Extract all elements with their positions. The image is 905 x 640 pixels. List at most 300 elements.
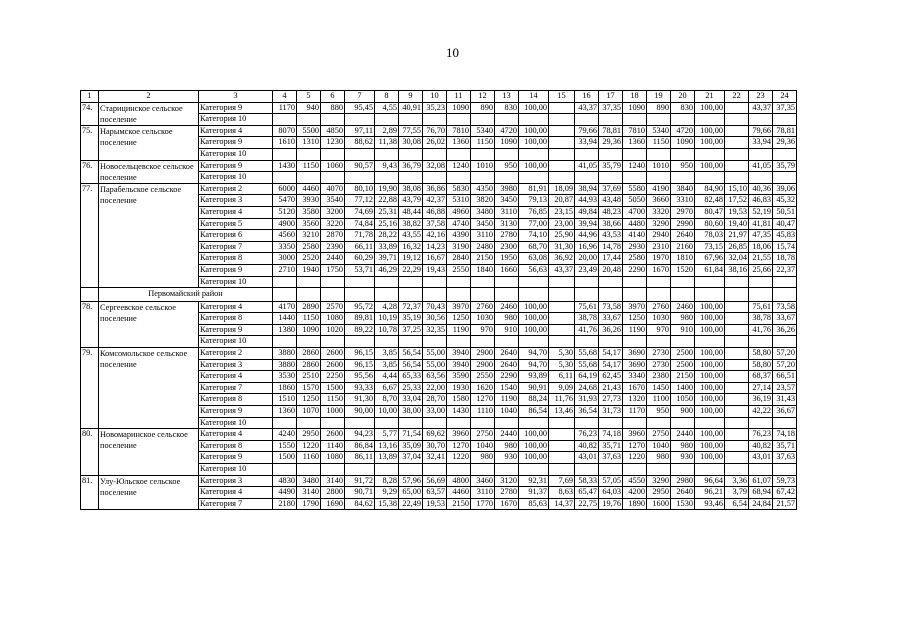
value-cell: [519, 417, 549, 429]
value-cell: 2860: [297, 359, 321, 371]
value-cell: 1510: [273, 394, 297, 406]
value-cell: [773, 336, 797, 348]
value-cell: 48,44: [399, 206, 423, 218]
value-cell: 45,83: [773, 230, 797, 242]
value-cell: 5470: [273, 195, 297, 207]
value-cell: 36,19: [749, 394, 773, 406]
value-cell: [375, 464, 399, 476]
table-cell: [297, 288, 321, 302]
value-cell: 950: [495, 160, 519, 172]
value-cell: [623, 417, 647, 429]
value-cell: 2290: [495, 371, 519, 383]
value-cell: 38,66: [599, 218, 623, 230]
column-header: 5: [297, 91, 321, 103]
value-cell: 4,44: [375, 371, 399, 383]
value-cell: 30,56: [423, 313, 447, 325]
category-cell: Категория 10: [199, 276, 273, 288]
value-cell: 43,48: [599, 195, 623, 207]
value-cell: 25,90: [549, 230, 575, 242]
category-cell: Категория 9: [199, 406, 273, 418]
value-cell: 1250: [297, 394, 321, 406]
value-cell: 11,76: [549, 394, 575, 406]
table-cell: [471, 288, 495, 302]
value-cell: [549, 276, 575, 288]
value-cell: 2890: [297, 301, 321, 313]
value-cell: 1010: [647, 160, 671, 172]
value-cell: 1790: [297, 498, 321, 510]
value-cell: 43,55: [399, 230, 423, 242]
value-cell: 32,35: [423, 324, 447, 336]
value-cell: [297, 114, 321, 126]
row-number: 77.: [81, 183, 99, 287]
value-cell: 10,78: [375, 324, 399, 336]
value-cell: 100,00: [519, 440, 549, 452]
value-cell: 40,47: [773, 218, 797, 230]
value-cell: 96,21: [695, 487, 725, 499]
value-cell: 9,29: [375, 487, 399, 499]
row-number: 74.: [81, 102, 99, 125]
value-cell: [399, 148, 423, 160]
column-header: 9: [399, 91, 423, 103]
value-cell: 93,89: [519, 371, 549, 383]
value-cell: 980: [671, 313, 695, 325]
value-cell: 2640: [495, 348, 519, 360]
value-cell: 890: [471, 102, 495, 114]
value-cell: [623, 148, 647, 160]
value-cell: [399, 464, 423, 476]
value-cell: 100,00: [695, 359, 725, 371]
value-cell: 94,70: [519, 348, 549, 360]
value-cell: [773, 417, 797, 429]
table-body: [81, 91, 797, 510]
value-cell: 2860: [297, 348, 321, 360]
value-cell: 1530: [671, 498, 695, 510]
value-cell: 1150: [321, 394, 345, 406]
value-cell: 1160: [297, 452, 321, 464]
value-cell: 3450: [471, 218, 495, 230]
value-cell: 1610: [273, 137, 297, 149]
category-cell: Категория 7: [199, 241, 273, 253]
value-cell: 77,00: [519, 218, 549, 230]
value-cell: 1150: [297, 313, 321, 325]
value-cell: 55,68: [575, 348, 599, 360]
value-cell: 17,44: [599, 253, 623, 265]
value-cell: 1570: [297, 382, 321, 394]
value-cell: 94,70: [519, 359, 549, 371]
value-cell: 100,00: [695, 125, 725, 137]
value-cell: 1040: [471, 440, 495, 452]
value-cell: 3930: [297, 195, 321, 207]
value-cell: 73,15: [695, 241, 725, 253]
value-cell: 8070: [273, 125, 297, 137]
header-row: [81, 91, 797, 103]
value-cell: 100,00: [695, 394, 725, 406]
value-cell: [725, 324, 749, 336]
value-cell: 76,23: [575, 429, 599, 441]
value-cell: 24,84: [749, 498, 773, 510]
value-cell: 27,73: [599, 394, 623, 406]
value-cell: 38,78: [749, 313, 773, 325]
value-cell: 5050: [623, 195, 647, 207]
value-cell: 1520: [671, 264, 695, 276]
value-cell: 79,66: [575, 125, 599, 137]
settlement-name: Комсомольское сельское поселение: [99, 348, 199, 429]
value-cell: 100,00: [695, 324, 725, 336]
value-cell: [623, 336, 647, 348]
value-cell: [695, 114, 725, 126]
value-cell: 41,76: [749, 324, 773, 336]
value-cell: 2510: [297, 371, 321, 383]
value-cell: [549, 160, 575, 172]
value-cell: [599, 172, 623, 184]
value-cell: 16,67: [423, 253, 447, 265]
value-cell: 2780: [495, 487, 519, 499]
value-cell: [671, 148, 695, 160]
value-cell: 63,08: [519, 253, 549, 265]
value-cell: 1310: [297, 137, 321, 149]
value-cell: 100,00: [519, 324, 549, 336]
value-cell: 1860: [273, 382, 297, 394]
table-cell: [599, 288, 623, 302]
value-cell: 20,48: [599, 264, 623, 276]
value-cell: 930: [671, 452, 695, 464]
value-cell: 100,00: [695, 429, 725, 441]
value-cell: 100,00: [695, 406, 725, 418]
value-cell: 11,38: [375, 137, 399, 149]
value-cell: 3690: [623, 359, 647, 371]
value-cell: 3110: [471, 487, 495, 499]
value-cell: 89,22: [345, 324, 375, 336]
value-cell: 2440: [321, 253, 345, 265]
value-cell: 1810: [671, 253, 695, 265]
value-cell: 77,12: [345, 195, 375, 207]
value-cell: [345, 172, 375, 184]
value-cell: [399, 276, 423, 288]
value-cell: 6,11: [549, 371, 575, 383]
value-cell: [647, 336, 671, 348]
column-header: 11: [447, 91, 471, 103]
value-cell: 1190: [495, 394, 519, 406]
value-cell: 57,20: [773, 348, 797, 360]
value-cell: 970: [471, 324, 495, 336]
value-cell: 15,74: [773, 241, 797, 253]
value-cell: [375, 276, 399, 288]
value-cell: 1500: [273, 452, 297, 464]
value-cell: 19,90: [375, 183, 399, 195]
value-cell: [423, 276, 447, 288]
value-cell: [447, 114, 471, 126]
value-cell: 76,23: [749, 429, 773, 441]
value-cell: [273, 336, 297, 348]
value-cell: 91,37: [519, 487, 549, 499]
value-cell: [725, 160, 749, 172]
value-cell: 2950: [297, 429, 321, 441]
value-cell: 4850: [321, 125, 345, 137]
value-cell: 1040: [647, 440, 671, 452]
value-cell: [773, 148, 797, 160]
value-cell: 2310: [647, 241, 671, 253]
value-cell: 2570: [321, 301, 345, 313]
value-cell: 44,93: [575, 195, 599, 207]
value-cell: 33,67: [773, 313, 797, 325]
value-cell: 2730: [647, 359, 671, 371]
value-cell: 49,84: [575, 206, 599, 218]
value-cell: 3320: [647, 206, 671, 218]
value-cell: 29,36: [773, 137, 797, 149]
value-cell: 13,89: [375, 452, 399, 464]
value-cell: 35,71: [599, 440, 623, 452]
value-cell: [321, 417, 345, 429]
value-cell: [495, 114, 519, 126]
value-cell: [345, 114, 375, 126]
value-cell: 1890: [623, 498, 647, 510]
value-cell: [375, 336, 399, 348]
value-cell: 74,69: [345, 206, 375, 218]
value-cell: 4800: [447, 475, 471, 487]
value-cell: [519, 172, 549, 184]
value-cell: [623, 464, 647, 476]
value-cell: 2990: [671, 218, 695, 230]
value-cell: 2600: [321, 359, 345, 371]
table-cell: [725, 288, 749, 302]
value-cell: 88,62: [345, 137, 375, 149]
value-cell: 1190: [623, 324, 647, 336]
value-cell: 38,00: [399, 406, 423, 418]
value-cell: [549, 464, 575, 476]
value-cell: 3140: [297, 487, 321, 499]
value-cell: 96,15: [345, 359, 375, 371]
value-cell: 36,26: [773, 324, 797, 336]
value-cell: 35,23: [423, 102, 447, 114]
value-cell: 31,30: [549, 241, 575, 253]
value-cell: 2760: [647, 301, 671, 313]
value-cell: 5830: [447, 183, 471, 195]
value-cell: 77,55: [399, 125, 423, 137]
value-cell: [549, 137, 575, 149]
value-cell: [695, 336, 725, 348]
value-cell: 23,00: [549, 218, 575, 230]
value-cell: 3960: [447, 429, 471, 441]
value-cell: [273, 464, 297, 476]
settlement-name: Парабельское сельское поселение: [99, 183, 199, 287]
value-cell: 33,04: [399, 394, 423, 406]
value-cell: 38,78: [575, 313, 599, 325]
value-cell: 88,24: [519, 394, 549, 406]
value-cell: 21,57: [773, 498, 797, 510]
value-cell: 2390: [321, 241, 345, 253]
value-cell: [725, 301, 749, 313]
value-cell: 26,02: [423, 137, 447, 149]
value-cell: 38,94: [575, 183, 599, 195]
value-cell: 100,00: [519, 125, 549, 137]
value-cell: [375, 114, 399, 126]
value-cell: 56,54: [399, 359, 423, 371]
value-cell: 25,16: [375, 218, 399, 230]
value-cell: [725, 172, 749, 184]
value-cell: 46,83: [749, 195, 773, 207]
value-cell: 2440: [671, 429, 695, 441]
value-cell: 64,19: [575, 371, 599, 383]
value-cell: [345, 148, 375, 160]
column-header: 2: [99, 91, 199, 103]
value-cell: 62,45: [599, 371, 623, 383]
table-cell: [695, 288, 725, 302]
value-cell: 55,00: [423, 359, 447, 371]
value-cell: 980: [495, 440, 519, 452]
value-cell: [725, 148, 749, 160]
value-cell: 16,96: [575, 241, 599, 253]
category-cell: Категория 2: [199, 348, 273, 360]
value-cell: 3940: [447, 348, 471, 360]
value-cell: 1430: [273, 160, 297, 172]
value-cell: 19,76: [599, 498, 623, 510]
value-cell: [549, 125, 575, 137]
value-cell: [749, 417, 773, 429]
value-cell: 23,49: [575, 264, 599, 276]
value-cell: 54,17: [599, 359, 623, 371]
value-cell: 35,09: [399, 440, 423, 452]
value-cell: [273, 276, 297, 288]
category-cell: Категория 9: [199, 137, 273, 149]
value-cell: 25,33: [399, 382, 423, 394]
value-cell: 40,82: [575, 440, 599, 452]
value-cell: [549, 102, 575, 114]
value-cell: 73,58: [773, 301, 797, 313]
value-cell: 1090: [623, 102, 647, 114]
table-cell: [671, 288, 695, 302]
value-cell: 1550: [273, 440, 297, 452]
value-cell: 3,79: [725, 487, 749, 499]
settlement-name: Нарымское сельское поселение: [99, 125, 199, 160]
value-cell: 33,89: [375, 241, 399, 253]
value-cell: 36,67: [773, 406, 797, 418]
value-cell: 56,69: [423, 475, 447, 487]
value-cell: 37,35: [773, 102, 797, 114]
value-cell: [423, 172, 447, 184]
category-cell: Категория 9: [199, 324, 273, 336]
value-cell: 78,03: [695, 230, 725, 242]
value-cell: 2760: [471, 301, 495, 313]
column-header: 23: [749, 91, 773, 103]
value-cell: 4550: [623, 475, 647, 487]
value-cell: 95,56: [345, 371, 375, 383]
value-cell: 1040: [495, 406, 519, 418]
value-cell: 2180: [273, 498, 297, 510]
value-cell: 43,01: [749, 452, 773, 464]
value-cell: 23,57: [773, 382, 797, 394]
column-header: 17: [599, 91, 623, 103]
value-cell: [725, 452, 749, 464]
value-cell: [725, 417, 749, 429]
value-cell: 1030: [471, 313, 495, 325]
settlement-name: Новосельцевское сельское поселение: [99, 160, 199, 183]
value-cell: 36,26: [599, 324, 623, 336]
value-cell: [321, 276, 345, 288]
value-cell: 68,70: [519, 241, 549, 253]
table-cell: [447, 288, 471, 302]
value-cell: [399, 172, 423, 184]
value-cell: 42,16: [423, 230, 447, 242]
column-header: 7: [345, 91, 375, 103]
value-cell: [549, 429, 575, 441]
row-number: 81.: [81, 475, 99, 510]
value-cell: 1000: [321, 406, 345, 418]
value-cell: 1440: [273, 313, 297, 325]
value-cell: 9,43: [375, 160, 399, 172]
value-cell: 47,35: [749, 230, 773, 242]
value-cell: [575, 114, 599, 126]
value-cell: 81,91: [519, 183, 549, 195]
value-cell: 67,96: [695, 253, 725, 265]
value-cell: 66,51: [773, 371, 797, 383]
value-cell: 90,57: [345, 160, 375, 172]
value-cell: 1090: [671, 137, 695, 149]
value-cell: 1500: [321, 382, 345, 394]
value-cell: [447, 336, 471, 348]
value-cell: 28,70: [423, 394, 447, 406]
value-cell: 4200: [623, 487, 647, 499]
value-cell: 100,00: [519, 160, 549, 172]
value-cell: 3,85: [375, 348, 399, 360]
value-cell: 45,32: [773, 195, 797, 207]
value-cell: [471, 276, 495, 288]
value-cell: 4720: [671, 125, 695, 137]
value-cell: 65,00: [399, 487, 423, 499]
value-cell: 41,05: [575, 160, 599, 172]
value-cell: [599, 417, 623, 429]
value-cell: 22,49: [399, 498, 423, 510]
value-cell: 38,16: [725, 264, 749, 276]
row-number: 78.: [81, 301, 99, 347]
value-cell: 2730: [647, 348, 671, 360]
value-cell: 68,94: [749, 487, 773, 499]
value-cell: 35,79: [773, 160, 797, 172]
value-cell: 1170: [623, 406, 647, 418]
category-cell: Категория 10: [199, 148, 273, 160]
category-cell: Категория 9: [199, 264, 273, 276]
value-cell: 5340: [471, 125, 495, 137]
value-cell: [297, 276, 321, 288]
value-cell: 92,31: [519, 475, 549, 487]
value-cell: 1580: [447, 394, 471, 406]
value-cell: [345, 336, 375, 348]
value-cell: [495, 172, 519, 184]
category-cell: Категория 8: [199, 440, 273, 452]
value-cell: 80,60: [695, 218, 725, 230]
value-cell: [647, 148, 671, 160]
value-cell: [623, 172, 647, 184]
value-cell: 3140: [321, 475, 345, 487]
value-cell: 54,17: [599, 348, 623, 360]
value-cell: 100,00: [519, 301, 549, 313]
value-cell: 1620: [471, 382, 495, 394]
value-cell: 35,19: [399, 313, 423, 325]
value-cell: 78,81: [773, 125, 797, 137]
value-cell: 1270: [623, 440, 647, 452]
value-cell: 4480: [623, 218, 647, 230]
table-cell: [519, 288, 549, 302]
category-cell: Категория 5: [199, 218, 273, 230]
district-name: Первомайский район: [99, 288, 273, 302]
value-cell: [549, 114, 575, 126]
value-cell: [471, 336, 495, 348]
value-cell: 37,69: [599, 183, 623, 195]
value-cell: 80,47: [695, 206, 725, 218]
value-cell: 1080: [321, 452, 345, 464]
value-cell: [773, 464, 797, 476]
value-cell: 19,43: [423, 264, 447, 276]
value-cell: [773, 172, 797, 184]
